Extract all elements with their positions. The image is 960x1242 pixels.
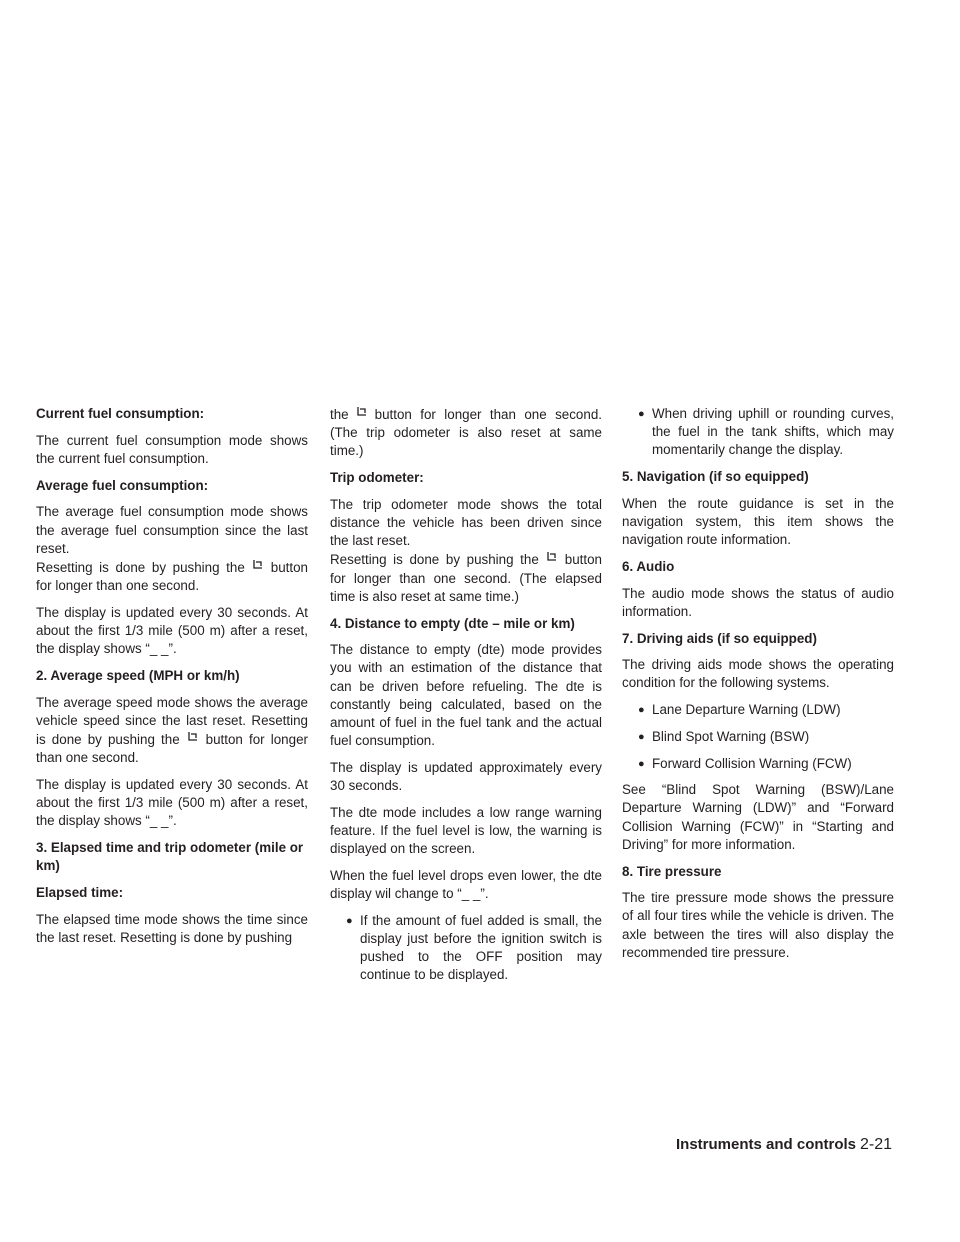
para-display-update-2: The display is updated every 30 seconds. At about the first 1/3 mile (500 m) after a reset, the display shows “_ _”. — [36, 776, 308, 829]
bullet-icon: ● — [638, 757, 645, 770]
text-cont-b: button for longer than one second. (The trip odometer is also reset at same time.) — [330, 407, 602, 459]
heading-audio: 6. Audio — [622, 558, 675, 574]
text-speed-a: The average speed mode shows the average vehicle speed since the last reset. Resetting is done by pushing the — [36, 694, 308, 748]
heading-current-fuel: Current fuel consumption: — [36, 406, 205, 421]
reset-button-icon — [245, 558, 271, 570]
para-elapsed-continued — [330, 405, 602, 461]
footer-section-title: Instruments and controls — [676, 1136, 857, 1153]
para-tire-pressure: The tire pressure mode shows the pressure of all four tires while the vehicle is driven. The axle between the tires will also display the recommended tire pressure. — [622, 890, 894, 960]
para-elapsed-time: The elapsed time mode shows the time since the last reset. Resetting is done by pushing — [36, 911, 308, 945]
para-driving-aids: The driving aids mode shows the operating condition for the following systems. — [622, 657, 894, 691]
heading-average-speed: 2. Average speed (MPH or km/h) — [36, 667, 240, 683]
list-item — [622, 728, 894, 746]
page-footer — [676, 1136, 892, 1154]
para-dte-lower: When the fuel level drops even lower, the dte display wil change to “_ _”. — [330, 867, 602, 902]
list-item-text: When driving uphill or rounding curves, the fuel in the tank shifts, which may momentarily change the display. — [652, 406, 894, 458]
para-dte: The distance to empty (dte) mode provides you with an estimation of the distance that can be driven before refueling. The dte is constantly being calculated, based on the amount of fuel in the fuel tank and the actual fuel consumption. — [330, 642, 602, 749]
para-average-reset — [36, 558, 308, 595]
reset-button-icon — [539, 550, 565, 562]
heading-distance-to-empty: 4. Distance to empty (dte – mile or km) — [330, 615, 575, 631]
text-speed-b: button for longer than one second. — [36, 732, 308, 766]
para-audio: The audio mode shows the status of audio information. — [622, 585, 894, 619]
reset-button-icon — [180, 730, 206, 742]
para-trip-odometer: The trip odometer mode shows the total distance the vehicle has been driven since the last reset. — [330, 496, 602, 549]
list-item — [330, 912, 602, 985]
heading-driving-aids: 7. Driving aids (if so equipped) — [622, 630, 817, 646]
text-trip-reset-b: button for longer than one second. (The elapsed time is also reset at same time.) — [330, 552, 602, 604]
text-reset-a: Resetting is done by pushing the — [36, 559, 245, 575]
bullet-icon: ● — [638, 704, 645, 717]
bullet-list-dte — [330, 912, 602, 985]
text-trip-reset-a: Resetting is done by pushing the — [330, 552, 539, 568]
list-item — [622, 701, 894, 719]
para-dte-warning: The dte mode includes a low range warning feature. If the fuel level is low, the warning is displayed on the screen. — [330, 804, 602, 857]
para-dte-update: The display is updated approximately every 30 seconds. — [330, 759, 602, 794]
list-item-text: Forward Collision Warning (FCW) — [652, 755, 852, 771]
heading-trip-odometer: Trip odometer: — [330, 470, 424, 486]
para-current-fuel: The current fuel consumption mode shows the current fuel consumption. — [36, 432, 308, 466]
bullet-list-dte-cont — [622, 405, 894, 460]
para-see-also: See “Blind Spot Warning (BSW)/Lane Departure Warning (LDW)” and “Forward Collision Warning (FCW)” in “Starting and Driving” for more information. — [622, 782, 894, 852]
list-item — [622, 405, 894, 460]
page-number: 2-21 — [860, 1136, 893, 1153]
heading-navigation: 5. Navigation (if so equipped) — [622, 469, 809, 485]
column-1 — [36, 405, 308, 956]
list-item — [622, 755, 894, 773]
bullet-list-driving-aids — [622, 701, 894, 773]
column-2 — [330, 405, 602, 993]
heading-elapsed-time: Elapsed time: — [36, 884, 124, 900]
column-3 — [622, 405, 894, 971]
list-item-text: If the amount of fuel added is small, the display just before the ignition switch is pushed to the OFF position may continue to be displayed. — [360, 912, 602, 983]
list-item-text: Blind Spot Warning (BSW) — [652, 728, 810, 744]
bullet-icon: ● — [638, 408, 645, 420]
para-average-fuel: The average fuel consumption mode shows the average fuel consumption since the last reset. — [36, 504, 308, 556]
para-display-update-1: The display is updated every 30 seconds. At about the first 1/3 mile (500 m) after a reset, the display shows “_ _”. — [36, 604, 308, 657]
bullet-icon: ● — [346, 914, 353, 927]
list-item-text: Lane Departure Warning (LDW) — [652, 702, 841, 718]
text-cont-a: the — [330, 407, 349, 422]
bullet-icon: ● — [638, 730, 645, 743]
heading-average-fuel: Average fuel consumption: — [36, 477, 209, 493]
heading-elapsed-trip: 3. Elapsed time and trip odometer (mile or km) — [36, 840, 304, 874]
para-average-speed — [36, 694, 308, 768]
text-reset-b: button for longer than one second. — [36, 559, 308, 594]
heading-tire-pressure: 8. Tire pressure — [622, 863, 722, 879]
para-navigation: When the route guidance is set in the navigation system, this item shows the navigation route information. — [622, 495, 894, 548]
reset-button-icon — [349, 405, 375, 417]
para-trip-reset — [330, 550, 602, 606]
